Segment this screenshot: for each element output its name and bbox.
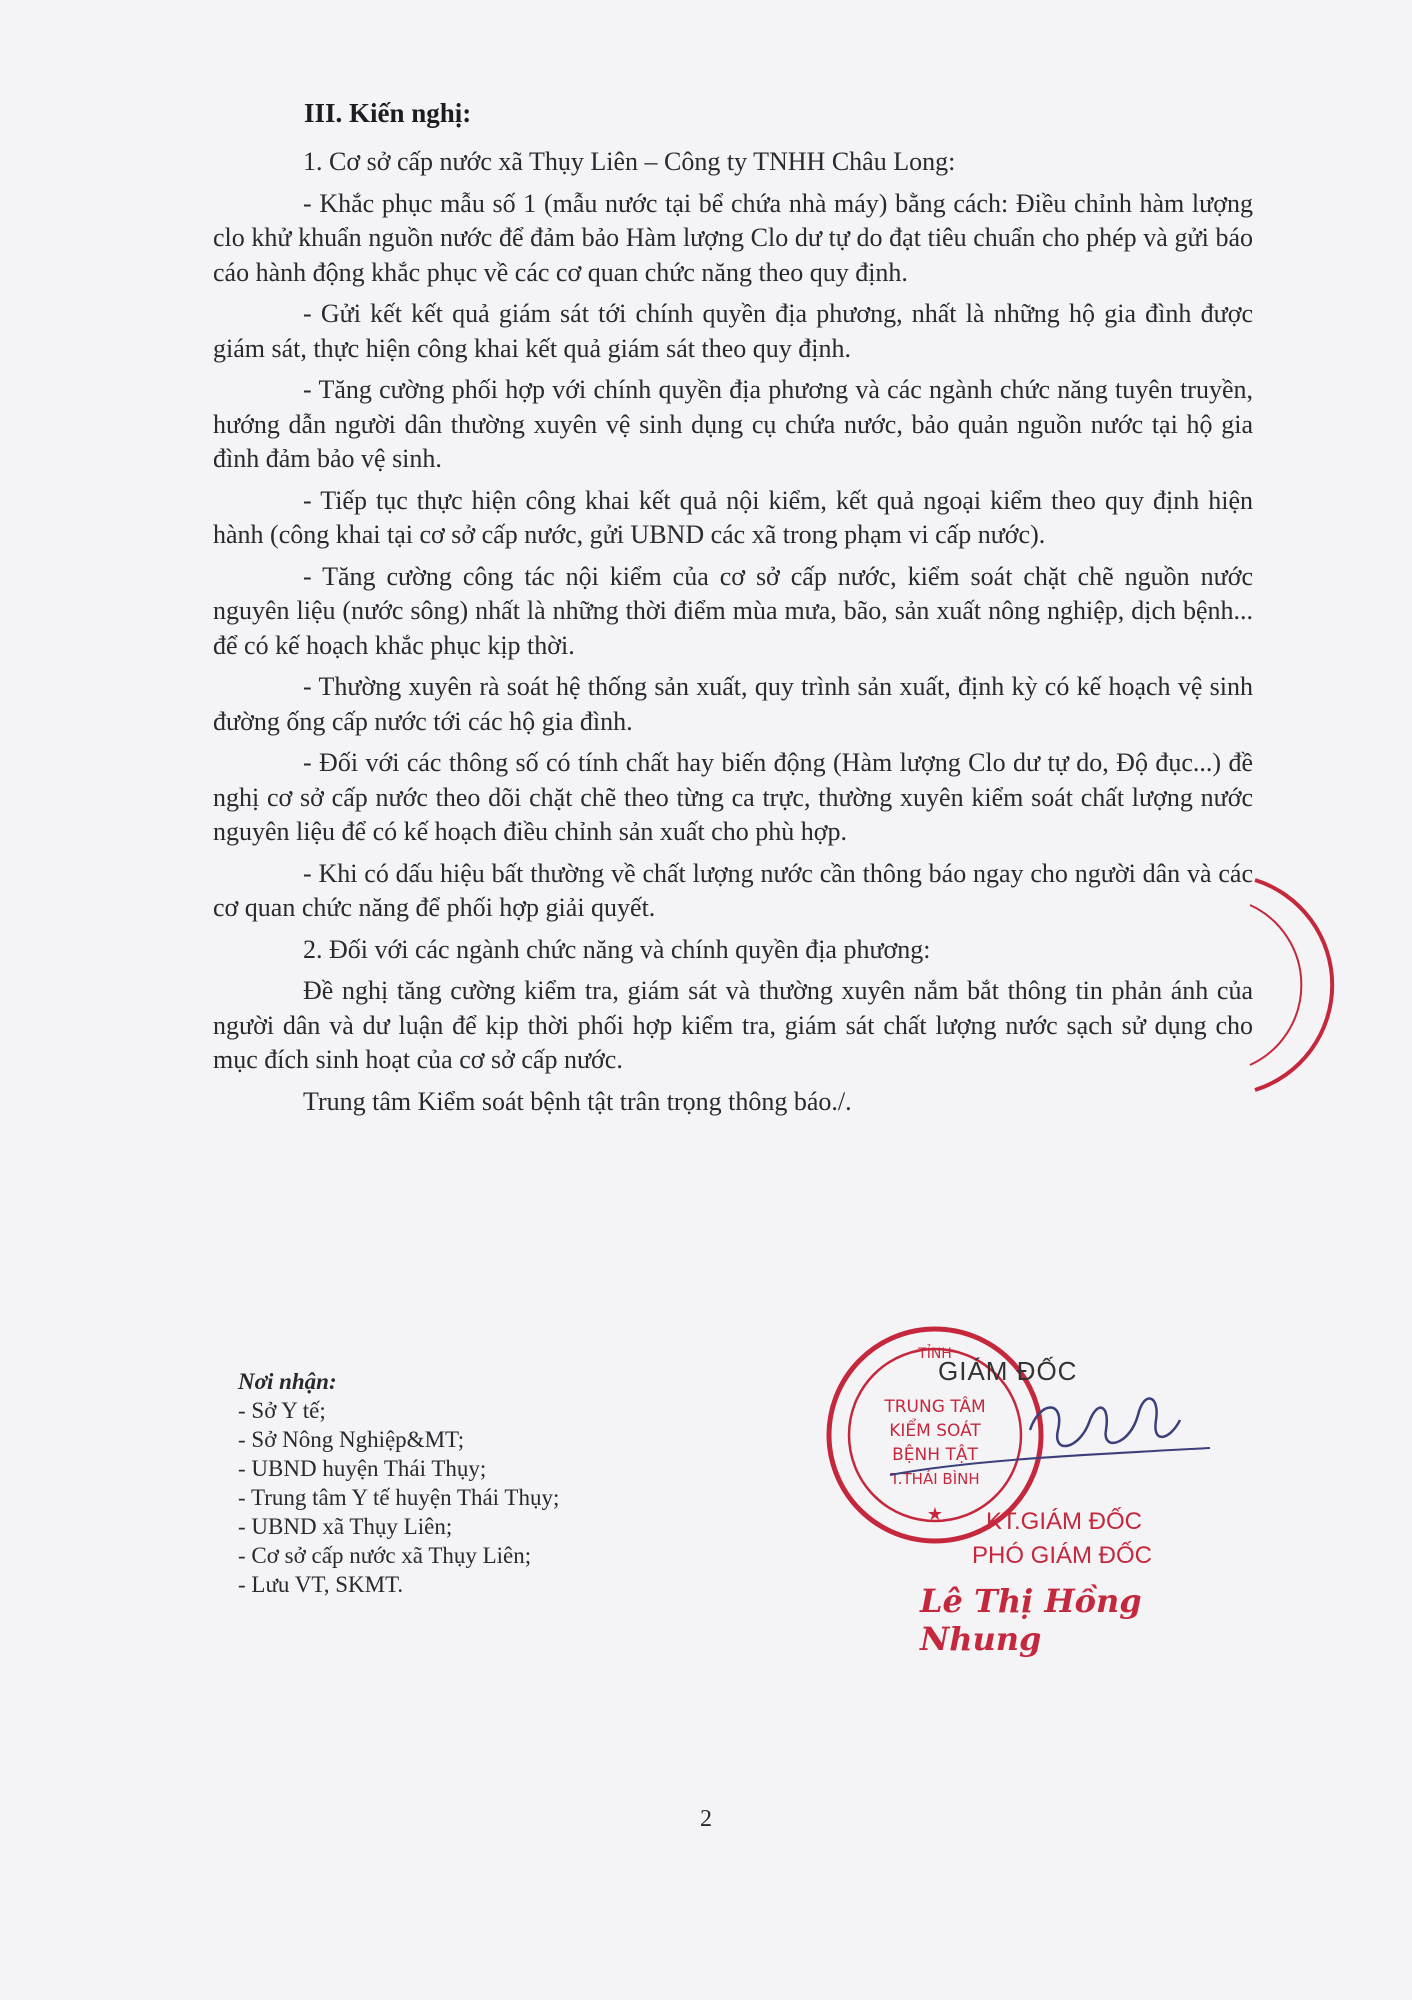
paragraph-item-2: 2. Đối với các ngành chức năng và chính quyền địa phương: [303,934,931,964]
signature-position: PHÓ GIÁM ĐỐC [972,1542,1153,1569]
paragraph-item-1-4: - Tiếp tục thực hiện công khai kết quả nội kiểm, kết quả ngoại kiểm theo quy định hiện hành (công khai tại cơ sở cấp nước, gửi UBND các xã trong phạm vi cấp nước). [213,485,1253,549]
recipients-block [238,1367,559,1599]
closing-line: Trung tâm Kiểm soát bệnh tật trân trọng thông báo./. [303,1086,852,1116]
svg-text:★: ★ [926,1504,944,1525]
list-item: - UBND xã Thụy Liên; [238,1514,453,1539]
page-number: 2 [700,1806,712,1832]
paragraph-item-1-2: - Gửi kết kết quả giám sát tới chính quyền địa phương, nhất là những hộ gia đình được giám sát, thực hiện công khai kết quả giám sát theo quy định. [213,299,1253,363]
list-item: - Sở Nông Nghiệp&MT; [238,1427,465,1452]
recipients-title: Nơi nhận: [238,1369,337,1394]
paragraph-item-1-6: - Thường xuyên rà soát hệ thống sản xuất, quy trình sản xuất, định kỳ có kế hoạch vệ sinh đường ống cấp nước tới các hộ gia đình. [213,672,1253,736]
section-heading: III. Kiến nghị: [304,98,472,128]
paragraph-item-1-3: - Tăng cường phối hợp với chính quyền địa phương và các ngành chức năng tuyên truyền, hướng dẫn người dân thường xuyên vệ sinh dụng cụ chứa nước, bảo quản nguồn nước tại hộ gia đình đảm bảo vệ sinh. [213,375,1253,473]
svg-text:TỈNH: TỈNH [918,1346,952,1362]
paragraph-item-2-1: Đề nghị tăng cường kiểm tra, giám sát và thường xuyên nắm bắt thông tin phản ánh của người dân và dư luận để kịp thời phối hợp kiểm tra, giám sát chất lượng nước sạch sử dụng cho mục đích sinh hoạt của cơ sở cấp nước. [213,976,1253,1074]
signature-director-title: GIÁM ĐỐC [938,1356,1078,1386]
svg-text:T.THÁI BÌNH: T.THÁI BÌNH [890,1470,980,1488]
partial-seal-icon [1245,860,1355,1100]
handwritten-signature-icon [880,1360,1220,1500]
signature-block [820,1320,1240,1658]
list-item: - Sở Y tế; [238,1398,326,1423]
svg-text:BỆNH TẬT: BỆNH TẬT [892,1445,978,1465]
svg-text:KIỂM SOÁT: KIỂM SOÁT [889,1421,981,1441]
svg-text:TRUNG TÂM: TRUNG TÂM [884,1397,986,1417]
list-item: - Cơ sở cấp nước xã Thụy Liên; [238,1543,532,1568]
paragraph-item-1-7: - Đối với các thông số có tính chất hay biến động (Hàm lượng Clo dư tự do, Độ đục...) đề nghị cơ sở cấp nước theo dõi chặt chẽ theo từng ca trực, thường xuyên kiểm soát chất lượng nước nguyên liệu để có kế hoạch điều chỉnh sản xuất cho phù hợp. [213,748,1253,846]
paragraph-item-1-1: - Khắc phục mẫu số 1 (mẫu nước tại bể chứa nhà máy) bằng cách: Điều chỉnh hàm lượng clo khử khuẩn nguồn nước để đảm bảo Hàm lượng Clo dư tự do đạt tiêu chuẩn cho phép và gửi báo cáo hành động khắc phục về các cơ quan chức năng theo quy định. [213,188,1253,287]
paragraph-item-1: 1. Cơ sở cấp nước xã Thụy Liên – Công ty TNHH Châu Long: [303,147,956,176]
signer-name: Lê Thị Hồng Nhung [920,1582,1142,1658]
body-text [213,145,1253,1126]
list-item: - Trung tâm Y tế huyện Thái Thụy; [238,1485,560,1510]
list-item: - UBND huyện Thái Thụy; [238,1456,487,1481]
signature-kt-label: KT.GIÁM ĐỐC [986,1508,1143,1535]
recipients-list [238,1396,559,1599]
paragraph-item-1-8: - Khi có dấu hiệu bất thường về chất lượng nước cần thông báo ngay cho người dân và các cơ quan chức năng để phối hợp giải quyết. [213,858,1253,922]
paragraph-item-1-5: - Tăng cường công tác nội kiểm của cơ sở cấp nước, kiểm soát chặt chẽ nguồn nước nguyên liệu (nước sông) nhất là những thời điểm mùa mưa, bão, sản xuất nông nghiệp, dịch bệnh... để có kế hoạch khắc phục kịp thời. [213,561,1253,660]
list-item: - Lưu VT, SKMT. [238,1572,404,1597]
